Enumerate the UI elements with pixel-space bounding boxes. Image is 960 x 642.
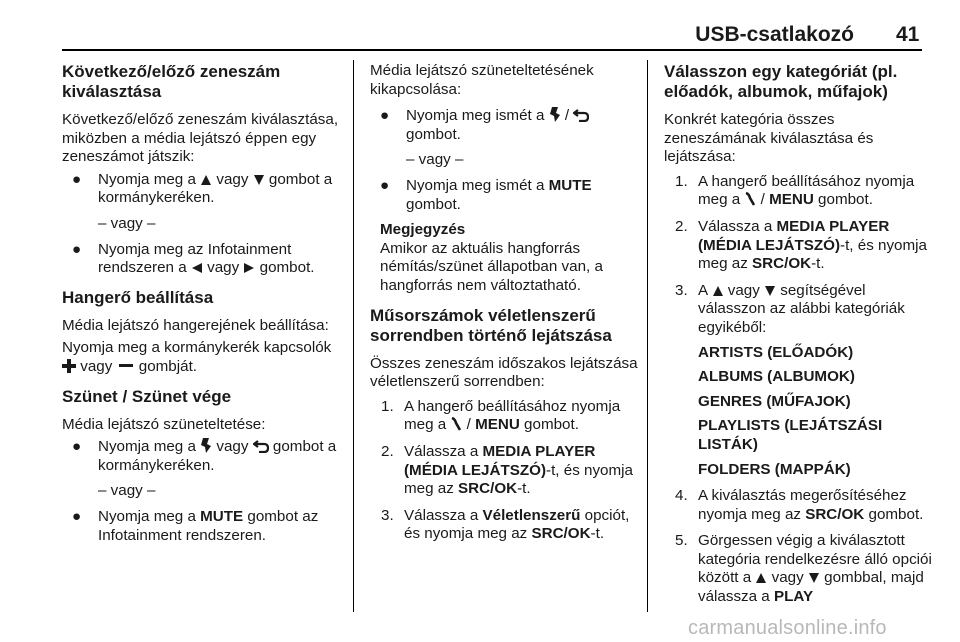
triangle-right-icon bbox=[243, 262, 255, 274]
paragraph: Média lejátszó hangerejének beállítása: bbox=[62, 316, 329, 334]
list-item: ● Nyomja meg a MUTE gombot az Infotainment rendszeren. bbox=[72, 507, 319, 544]
triangle-up-icon bbox=[200, 174, 212, 186]
triangle-down-icon bbox=[808, 572, 820, 584]
paragraph: Következő/előző zeneszám kiválasztása, miközben a média lejátszó éppen egy zeneszámot játszik: bbox=[62, 111, 339, 166]
note-text: Amikor az aktuális hangforrás némítás/szünet állapotban van, a hangforrás nem változtatható. bbox=[380, 239, 603, 294]
list-item: 2. Válassza a MEDIA PLAYER (MÉDIA LEJÁTSZÓ)-t, és nyomja meg az SRC/OK-t. bbox=[675, 217, 927, 273]
triangle-left-icon bbox=[191, 262, 203, 274]
list-item: 1. A hangerő beállításához nyomja meg a / MENU gombot. bbox=[381, 397, 621, 434]
triangle-down-icon bbox=[764, 285, 776, 297]
page-header bbox=[0, 0, 960, 56]
plus-icon bbox=[62, 359, 76, 373]
triangle-down-icon bbox=[253, 174, 265, 186]
or-separator: – vagy – bbox=[98, 482, 156, 500]
category-item: ARTISTS (ELŐADÓK) bbox=[698, 343, 854, 361]
header-rule bbox=[62, 49, 922, 51]
note-title: Megjegyzés bbox=[380, 221, 466, 239]
heading-category: Válasszon egy kategóriát (pl. előadók, albumok, műfajok) bbox=[664, 62, 898, 101]
watermark: carmanualsonline.info bbox=[688, 617, 887, 639]
column-3 bbox=[664, 62, 936, 615]
note bbox=[370, 221, 638, 295]
paragraph: Nyomja meg a kormánykerék kapcsolók vagy gombját. bbox=[62, 339, 332, 375]
category-item: PLAYLISTS (LEJÁTSZÁSI LISTÁK) bbox=[698, 417, 883, 453]
mute-speaker-icon bbox=[200, 438, 212, 453]
heading-next-prev-track: Következő/előző zeneszám kiválasztása bbox=[62, 62, 281, 101]
or-separator: – vagy – bbox=[406, 151, 464, 169]
triangle-up-icon bbox=[755, 572, 767, 584]
page-number: 41 bbox=[896, 23, 920, 46]
heading-shuffle: Műsorszámok véletlenszerű sorrendben történő lejátszása bbox=[370, 305, 612, 345]
list-item: 2. Válassza a MEDIA PLAYER (MÉDIA LEJÁTSZÓ)-t, és nyomja meg az SRC/OK-t. bbox=[381, 442, 633, 498]
hook-phone-icon bbox=[744, 192, 756, 206]
back-arrow-icon bbox=[573, 108, 589, 122]
column-divider-1 bbox=[353, 60, 354, 612]
paragraph: Konkrét kategória összes zeneszámának kiválasztása és lejátszása: bbox=[664, 111, 874, 166]
list-item: 3. Válassza a Véletlenszerű opciót, és nyomja meg az SRC/OK-t. bbox=[381, 506, 630, 543]
triangle-up-icon bbox=[712, 285, 724, 297]
list-item: 1. A hangerő beállításához nyomja meg a / MENU gombot. bbox=[675, 172, 915, 209]
back-arrow-icon bbox=[253, 439, 269, 453]
minus-icon bbox=[117, 359, 135, 373]
category-item: ALBUMS (ALBUMOK) bbox=[698, 368, 855, 386]
column-divider-2 bbox=[647, 60, 648, 612]
hook-phone-icon bbox=[450, 417, 462, 431]
paragraph: Összes zeneszám időszakos lejátszása véletlenszerű sorrendben: bbox=[370, 354, 638, 391]
column-2 bbox=[370, 62, 638, 552]
list-item: 5. Görgessen végig a kiválasztott kategória rendelkezésre álló opciói között a vagy gombbal, majd válassza a PLAY bbox=[675, 532, 932, 606]
paragraph: Média lejátszó szüneteltetésének kikapcsolása: bbox=[370, 62, 594, 98]
or-separator: – vagy – bbox=[98, 214, 156, 232]
column-1 bbox=[62, 62, 344, 549]
list-item: ● Nyomja meg ismét a / gombot. bbox=[370, 107, 638, 144]
list-item: 3. A vagy segítségével válasszon az alábbi kategóriák egyikéből: bbox=[675, 281, 905, 336]
list-item: ● Nyomja meg a vagy gombot a kormánykeréken. bbox=[72, 438, 337, 474]
paragraph: Média lejátszó szüneteltetése: bbox=[62, 415, 266, 433]
list-item: 4. A kiválasztás megerősítéséhez nyomja meg az SRC/OK gombot. bbox=[675, 487, 924, 523]
list-item: ● Nyomja meg az Infotainment rendszeren a vagy gombot. bbox=[72, 240, 315, 277]
mute-speaker-icon bbox=[549, 107, 561, 122]
category-item: GENRES (MŰFAJOK) bbox=[698, 392, 851, 410]
heading-volume: Hangerő beállítása bbox=[62, 287, 214, 307]
heading-pause: Szünet / Szünet vége bbox=[62, 386, 232, 406]
category-item: FOLDERS (MAPPÁK) bbox=[698, 460, 851, 478]
list-item: ● Nyomja meg ismét a MUTE gombot. bbox=[380, 176, 592, 213]
page-title: USB-csatlakozó bbox=[695, 23, 854, 46]
list-item: ● Nyomja meg a vagy gombot a kormánykeréken. bbox=[72, 170, 333, 207]
